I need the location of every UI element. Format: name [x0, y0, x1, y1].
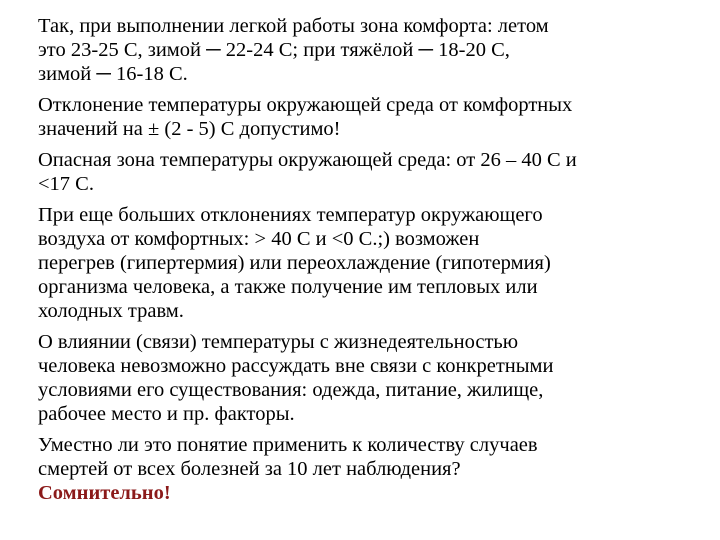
paragraph-question: [38, 433, 686, 505]
text-line: воздуха от комфортных: > 40 С и <0 С.;) возможен: [38, 228, 480, 250]
text-line: рабочее место и пр. факторы.: [38, 403, 295, 425]
text-line: значений на ± (2 - 5) С допустимо!: [38, 118, 341, 140]
paragraph-danger-zone: [38, 148, 686, 196]
text-line: холодных травм.: [38, 300, 184, 322]
text-line: Отклонение температуры окружающей среда от комфортных: [38, 94, 573, 116]
paragraph-deviation: [38, 93, 686, 141]
text-line: условиями его существования: одежда, питание, жилище,: [38, 379, 544, 401]
text-line: перегрев (гипертермия) или переохлаждение (гипотермия): [38, 252, 551, 274]
text-line: Уместно ли это понятие применить к количеству случаев: [38, 434, 538, 456]
text-line: Опасная зона температуры окружающей среда: от 26 – 40 С и: [38, 149, 577, 171]
text-line: При еще больших отклонениях температур окружающего: [38, 204, 543, 226]
text-line: Так, при выполнении легкой работы зона комфорта: летом: [38, 15, 549, 37]
text-line: человека невозможно рассуждать вне связи с конкретными: [38, 355, 554, 377]
text-line: зимой ─ 16-18 С.: [38, 63, 188, 85]
text-line: смертей от всех болезней за 10 лет наблюдения?: [38, 458, 461, 480]
paragraph-influence: [38, 330, 686, 426]
paragraph-comfort-zone: [38, 14, 686, 86]
text-line: это 23-25 С, зимой ─ 22-24 С; при тяжёлой ─ 18-20 С,: [38, 39, 510, 61]
slide-body: [38, 14, 686, 512]
paragraph-extreme-deviation: [38, 203, 686, 323]
text-line: организма человека, а также получение им тепловых или: [38, 276, 538, 298]
emphasis-text: Сомнительно!: [38, 482, 171, 504]
text-line: О влиянии (связи) температуры с жизнедеятельностью: [38, 331, 519, 353]
text-line: <17 С.: [38, 173, 94, 195]
